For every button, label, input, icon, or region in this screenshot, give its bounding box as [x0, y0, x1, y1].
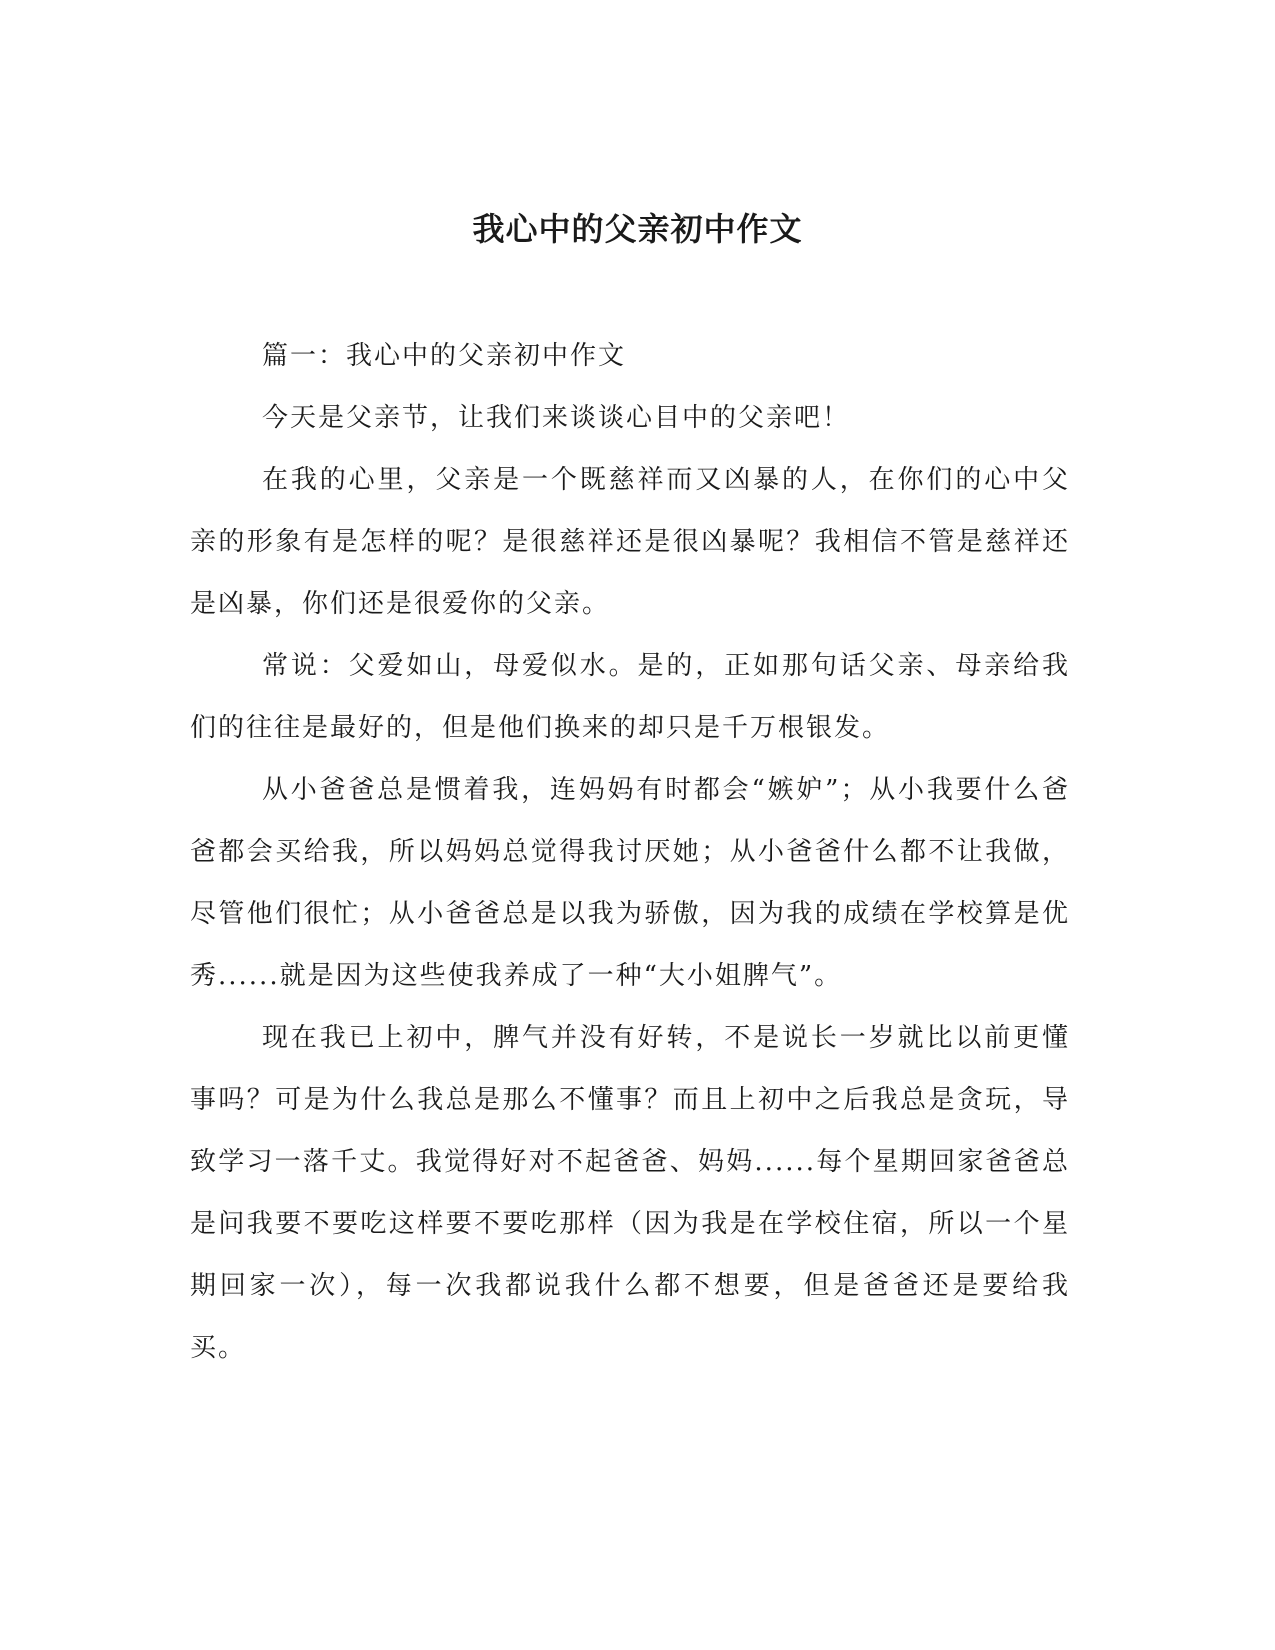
- document-title: 我心中的父亲初中作文: [472, 210, 803, 248]
- paragraph-heading: 篇一：我心中的父亲初中作文: [262, 341, 627, 371]
- paragraph: 从小爸爸总是惯着我，连妈妈有时都会“嫉妒”；从小我要什么爸爸都会买给我，所以妈妈总觉得我讨厌她；从小爸爸什么都不让我做，尽管他们很忙；从小爸爸总是以我为骄傲，因为我的成绩在学校算是优秀......就是因为这些使我养成了一种“大小姐脾气”。: [190, 775, 1070, 991]
- paragraph: 在我的心里，父亲是一个既慈祥而又凶暴的人，在你们的心中父亲的形象有是怎样的呢？是很慈祥还是很凶暴呢？我相信不管是慈祥还是凶暴，你们还是很爱你的父亲。: [190, 465, 1070, 619]
- paragraph: 今天是父亲节，让我们来谈谈心目中的父亲吧！: [262, 403, 851, 433]
- paragraph: 常说：父爱如山，母爱似水。是的，正如那句话父亲、母亲给我们的往往是最好的，但是他们换来的却只是千万根银发。: [190, 651, 1070, 743]
- document-body: [190, 325, 1070, 1379]
- paragraph: 现在我已上初中，脾气并没有好转，不是说长一岁就比以前更懂事吗？可是为什么我总是那么不懂事？而且上初中之后我总是贪玩，导致学习一落千丈。我觉得好对不起爸爸、妈妈......每个星期回家爸爸总是问我要不要吃这样要不要吃那样（因为我是在学校住宿，所以一个星期回家一次），每一次我都说我什么都不想要，但是爸爸还是要给我买。: [190, 1023, 1070, 1363]
